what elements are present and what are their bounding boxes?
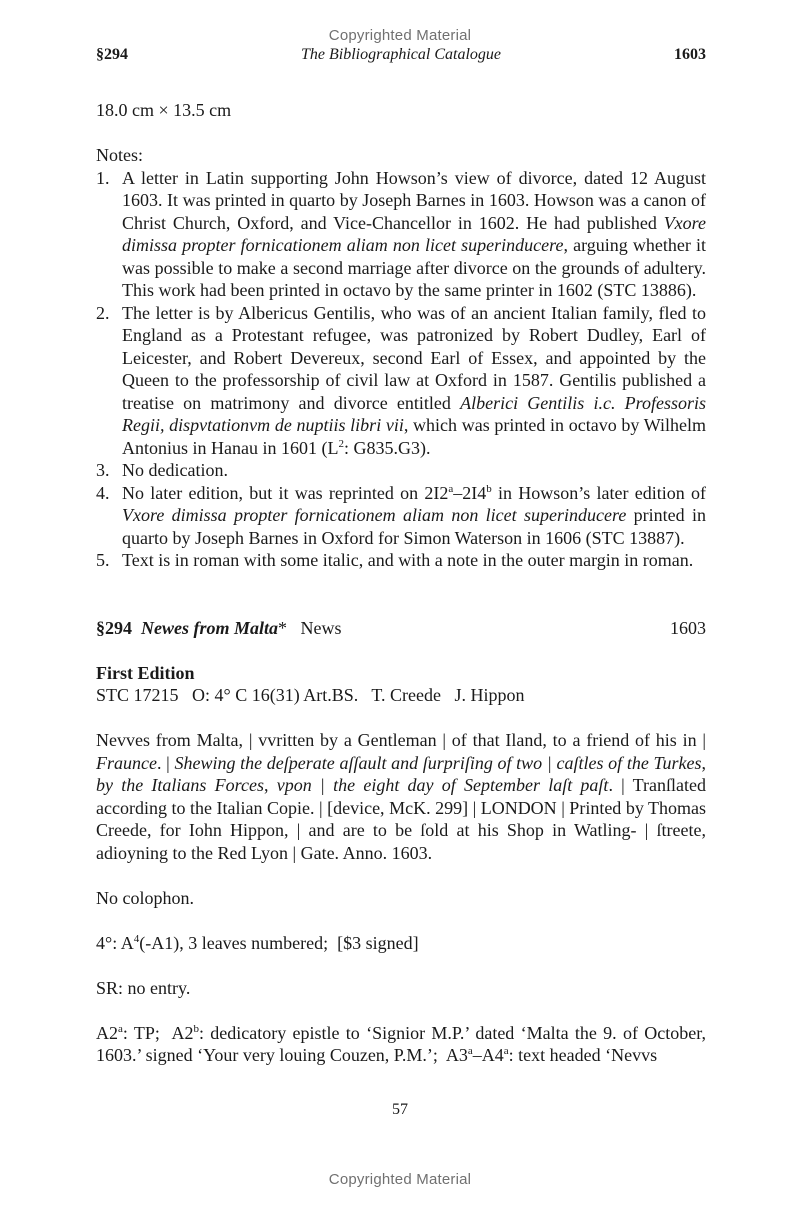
transcription-text: . | Tranſlated according to the Italian Copie. | [device, McK. 299] | LONDON | Printed by Thomas Creede, for Iohn Hippon, | and are to be ſold at his Shop in Watling- | ſtreete, adioyning to the Red Lyon | Gate. Anno. 1603. (96, 775, 707, 863)
note-item (96, 459, 706, 482)
watermark-top: Copyrighted Material (328, 27, 472, 44)
collation-text: 4°: A (96, 932, 134, 953)
running-head-title: The Bibliographical Catalogue (301, 46, 501, 63)
note-number: 2. (96, 302, 110, 323)
note-text: , which was printed in octavo by Wilhelm Antonius in Hanau in 1601 (L (122, 415, 707, 458)
collation-text: (-A1), 3 leaves numbered; [$3 signed] (139, 932, 419, 953)
contents-text: : text headed ‘Nevvs (508, 1045, 658, 1065)
title-transcription (96, 729, 706, 864)
collation (96, 932, 706, 955)
colophon: No colophon. (96, 887, 194, 908)
entry-subject: News (300, 617, 342, 638)
note-italic-title: Vxore dimissa propter fornicationem aliam non licet superinducere (122, 212, 706, 255)
transcription-italic: Fraunce (96, 752, 157, 773)
note-item (96, 167, 706, 302)
running-head (96, 46, 706, 68)
stc-line: STC 17215 O: 4° C 16(31) Art.BS. T. Creede J. Hippon (96, 685, 525, 705)
watermark-bottom: Copyrighted Material (328, 1171, 472, 1188)
superscript: a (118, 1022, 123, 1035)
page-number: 57 (392, 1101, 408, 1118)
note-text: , arguing whether it was possible to make a second marriage after divorce on the grounds of adultery. This work had been printed in octavo by the same printer in 1602 (STC 13886). (122, 235, 706, 300)
superscript: 4 (133, 932, 140, 945)
entry-heading (96, 617, 706, 640)
notes-label: Notes: (96, 145, 143, 165)
superscript: b (486, 482, 492, 495)
note-text: A letter in Latin supporting John Howson’s view of divorce, dated 12 August 1603. It was printed in quarto by Joseph Barnes in 1603. Howson was a canon of Christ Church, Oxford, and Vice-Chancellor in 1602. He had published (122, 167, 706, 233)
note-text: : G835.G3). (343, 437, 431, 458)
contents-text: : TP; A2 (122, 1022, 194, 1043)
note-text: –2I4 (453, 482, 487, 503)
running-head-section: §294 (96, 46, 128, 63)
dimensions: 18.0 cm × 13.5 cm (96, 100, 232, 120)
transcription-text: , (263, 775, 277, 795)
transcription-text: , (701, 752, 707, 773)
superscript: a (448, 482, 454, 495)
note-number: 1. (96, 167, 110, 188)
page-body (96, 99, 711, 1067)
contents (96, 1022, 711, 1067)
entry-year: 1603 (670, 617, 706, 638)
note-number: 3. (96, 460, 110, 480)
note-italic-title: Vxore dimissa propter fornicationem aliam non licet superinducere (122, 505, 627, 525)
superscript: a (503, 1045, 509, 1057)
sr-entry: SR: no entry. (96, 977, 191, 998)
note-italic-title: Alberici Gentilis i.c. Professoris Regii, dispvtationvm de nuptiis libri vii (122, 392, 706, 435)
transcription-italic: vpon | the eight day of September laſt paſt (276, 775, 609, 795)
note-item (96, 549, 706, 572)
entry-number: §294 (96, 617, 132, 638)
superscript: 2 (338, 437, 344, 450)
contents-text: –A4 (472, 1045, 504, 1065)
superscript: b (193, 1022, 199, 1035)
edition-label: First Edition (96, 662, 195, 683)
note-text: No dedication. (122, 460, 228, 480)
transcription-text: . | (156, 752, 175, 773)
note-text: in Howson’s later edition of (491, 482, 706, 503)
note-number: 5. (96, 550, 110, 570)
note-item (96, 302, 706, 460)
note-text: printed in quarto by Joseph Barnes in Oxford for Simon Waterson in 1606 (STC 13887). (122, 505, 706, 548)
note-text: No later edition, but it was reprinted on 2I2 (122, 482, 449, 503)
superscript: a (467, 1045, 473, 1057)
entry-star: * (278, 617, 287, 638)
transcription-text: Nevves from Malta, | vvritten by a Gentleman | of that Iland, to a friend of his in | (96, 730, 706, 750)
contents-text: A2 (96, 1022, 118, 1043)
note-item (96, 482, 706, 550)
transcription-italic: Shewing the deſperate aſſault and ſurpriſing of two | caſtles of the Turkes (174, 752, 702, 773)
running-head-year: 1603 (674, 46, 706, 63)
contents-text: : dedicatory epistle to ‘Signior M.P.’ dated ‘Malta the 9. of October, 1603.’ signed ‘Your very louing Couzen, P.M.’; A3 (96, 1022, 711, 1065)
notes-list (96, 167, 706, 572)
note-text: Text is in roman with some italic, and with a note in the outer margin in roman. (122, 550, 694, 570)
note-number: 4. (96, 482, 110, 503)
entry-title: Newes from Malta (141, 617, 278, 638)
transcription-italic: by the Italians Forces (96, 775, 264, 795)
note-text: The letter is by Albericus Gentilis, who was of an ancient Italian family, fled to England as a Protestant refugee, was patronized by Robert Dudley, Earl of Leicester, and Robert Devereux, second Earl of Essex, and appointed by the Queen to the professorship of civil law at Oxford in 1587. Gentilis published a treatise on matrimony and divorce entitled (122, 302, 706, 413)
